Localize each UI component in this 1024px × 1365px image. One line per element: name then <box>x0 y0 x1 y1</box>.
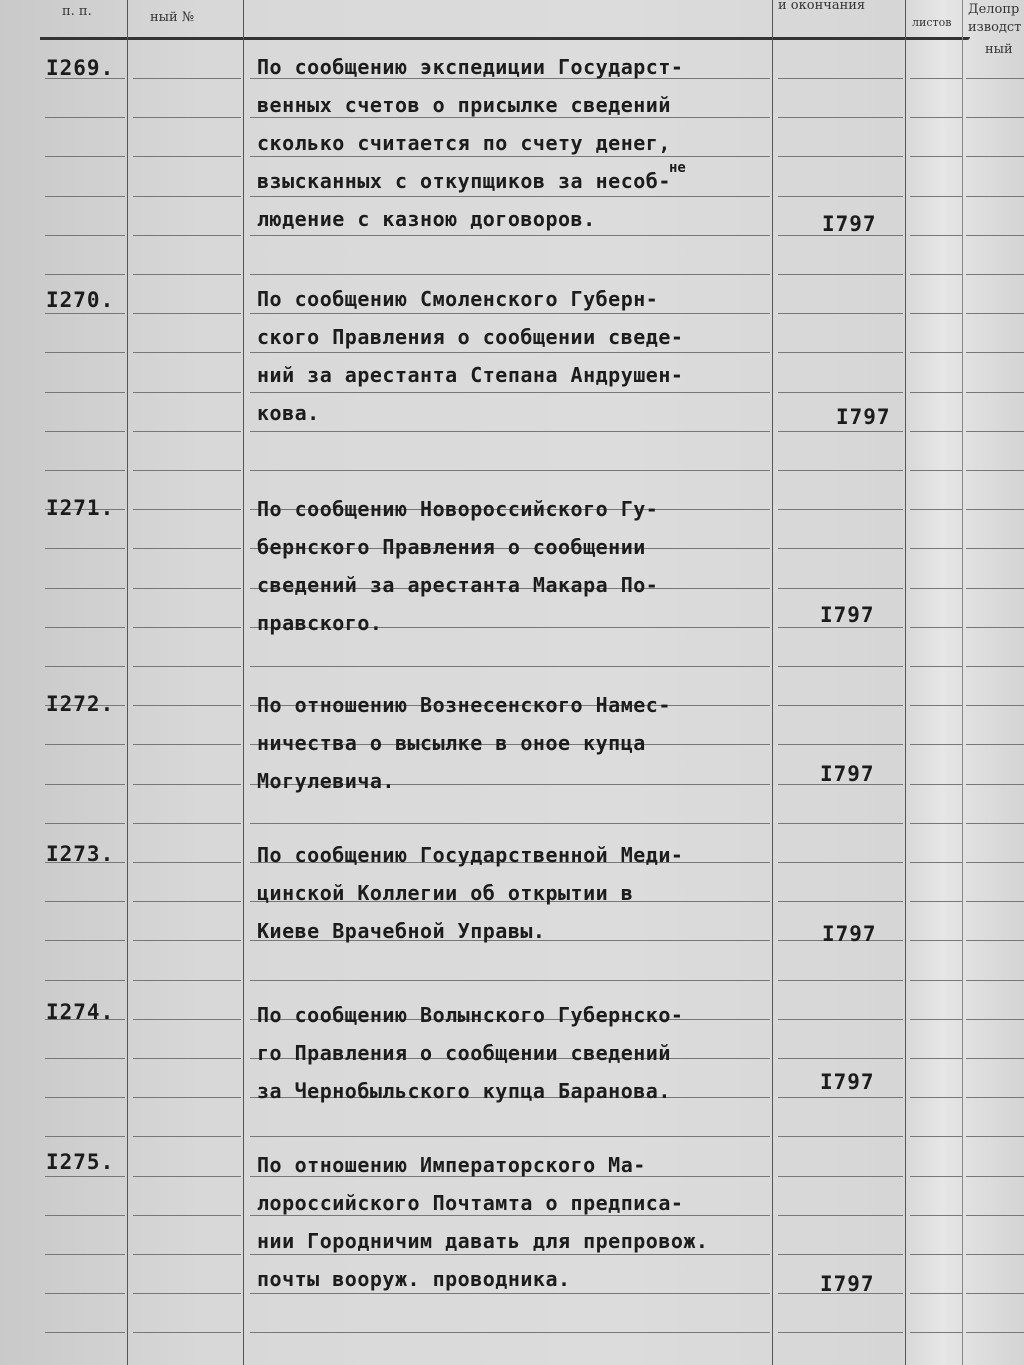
ledger-line <box>910 431 962 432</box>
entry-description: По отношению Императорского Ма- лороссийского Почтамта о предписа- нии Городничим давать для препровож. почты вооруж. проводника. <box>257 1153 709 1291</box>
ledger-line <box>778 980 903 981</box>
ledger-line <box>133 901 241 902</box>
ledger-line <box>910 1254 962 1255</box>
ledger-line <box>966 470 1024 471</box>
ledger-line <box>45 1293 125 1294</box>
ledger-line <box>966 980 1024 981</box>
ledger-line <box>910 1058 962 1059</box>
header-col-office-1: Делопр <box>968 2 1020 17</box>
ledger-line <box>45 274 125 275</box>
ledger-line <box>910 392 962 393</box>
ledger-line <box>966 744 1024 745</box>
ledger-line <box>910 548 962 549</box>
ledger-line <box>133 784 241 785</box>
entry-number: I275. <box>46 1150 115 1174</box>
ledger-line <box>966 901 1024 902</box>
ledger-line <box>966 1019 1024 1020</box>
ledger-line <box>966 196 1024 197</box>
ledger-line <box>133 823 241 824</box>
entry-year: I797 <box>822 212 877 236</box>
ledger-line <box>966 862 1024 863</box>
ledger-line <box>250 470 770 471</box>
ledger-line <box>910 744 962 745</box>
entry-number: I272. <box>46 692 115 716</box>
ledger-line <box>45 196 125 197</box>
ledger-line <box>45 235 125 236</box>
entry-description: По сообщению Смоленского Губерн- ского Правления о сообщении сведе- ний за арестанта Степана Андрушен- кова. <box>257 287 684 425</box>
ledger-line <box>966 1058 1024 1059</box>
ledger-line <box>133 313 241 314</box>
header-col-dates: и окончания <box>778 0 866 13</box>
ledger-line <box>45 940 125 941</box>
ledger-line <box>910 274 962 275</box>
column-divider <box>905 0 906 1365</box>
ledger-line <box>45 588 125 589</box>
ledger-line <box>45 117 125 118</box>
ledger-line <box>45 352 125 353</box>
ledger-line <box>966 117 1024 118</box>
ledger-line <box>966 1293 1024 1294</box>
ledger-line <box>778 78 903 79</box>
ledger-line <box>966 1254 1024 1255</box>
ledger-line <box>45 980 125 981</box>
column-divider <box>243 0 244 1365</box>
ledger-line <box>133 117 241 118</box>
ledger-line <box>966 392 1024 393</box>
header-col-number: п. п. <box>62 4 92 19</box>
ledger-line <box>133 509 241 510</box>
ledger-line <box>45 1332 125 1333</box>
ledger-line <box>133 666 241 667</box>
ledger-line <box>778 1215 903 1216</box>
ledger-line <box>45 470 125 471</box>
ledger-line <box>966 666 1024 667</box>
ledger-line <box>778 1254 903 1255</box>
entry-number: I270. <box>46 288 115 312</box>
column-divider <box>962 0 963 1365</box>
ledger-line <box>778 588 903 589</box>
entry-description: По сообщению Новороссийского Гу- бернского Правления о сообщении сведений за арестанта Макара По- правского. <box>257 497 659 635</box>
ledger-line <box>250 1136 770 1137</box>
ledger-line <box>966 352 1024 353</box>
ledger-line <box>250 1332 770 1333</box>
ledger-line <box>133 470 241 471</box>
ledger-line <box>133 1332 241 1333</box>
entry-description: По сообщению Волынского Губернско- го Правления о сообщении сведений за Чернобыльского купца Баранова. <box>257 1003 684 1103</box>
ledger-line <box>250 823 770 824</box>
ledger-line <box>966 274 1024 275</box>
ledger-line <box>910 1215 962 1216</box>
ledger-line <box>133 431 241 432</box>
entry-description: По отношению Вознесенского Намес- ничества о высылке в оное купца Могулевича. <box>257 693 671 793</box>
ledger-line <box>133 196 241 197</box>
ledger-line <box>910 1097 962 1098</box>
ledger-line <box>133 235 241 236</box>
ledger-line <box>966 1136 1024 1137</box>
ledger-line <box>910 78 962 79</box>
ledger-line <box>778 862 903 863</box>
ledger-line <box>778 431 903 432</box>
ledger-line <box>966 588 1024 589</box>
ledger-line <box>133 274 241 275</box>
ledger-line <box>910 235 962 236</box>
entry-number: I271. <box>46 496 115 520</box>
ledger-line <box>133 352 241 353</box>
ledger-line <box>778 274 903 275</box>
ledger-line <box>45 823 125 824</box>
ledger-line <box>133 705 241 706</box>
ledger-line <box>966 548 1024 549</box>
ledger-line <box>133 156 241 157</box>
ledger-line <box>778 1097 903 1098</box>
entry-description: По сообщению Государственной Меди- цинской Коллегии об открытии в Киеве Врачебной Управы. <box>257 843 684 943</box>
ledger-line <box>778 196 903 197</box>
ledger-line <box>910 588 962 589</box>
ledger-line <box>45 1215 125 1216</box>
ledger-line <box>966 823 1024 824</box>
ledger-line <box>910 196 962 197</box>
entry-year: I797 <box>820 1272 875 1296</box>
entry-number: I274. <box>46 1000 115 1024</box>
ledger-line <box>133 1097 241 1098</box>
ledger-line <box>966 313 1024 314</box>
ledger-line <box>778 352 903 353</box>
ledger-line <box>910 1019 962 1020</box>
ledger-line <box>910 940 962 941</box>
ledger-line <box>133 1254 241 1255</box>
entry-number: I273. <box>46 842 115 866</box>
ledger-line <box>910 784 962 785</box>
ledger-line <box>910 823 962 824</box>
ledger-line <box>45 1254 125 1255</box>
ledger-line <box>778 470 903 471</box>
ledger-line <box>910 117 962 118</box>
ledger-line <box>910 1176 962 1177</box>
ledger-line <box>778 705 903 706</box>
ledger-line <box>133 862 241 863</box>
ledger-line <box>910 627 962 628</box>
ledger-line <box>910 666 962 667</box>
ledger-line <box>45 548 125 549</box>
header-col-archive: ный № <box>150 10 195 25</box>
ledger-line <box>133 1019 241 1020</box>
entry-year: I797 <box>822 922 877 946</box>
ledger-line <box>910 980 962 981</box>
entry-description: По сообщению экспедиции Государст- венных счетов о присылке сведений сколько считается по счету денег, взысканных с откупщиков за несоб- людение с казною договоров. <box>257 55 684 231</box>
header-col-office-2: изводст <box>968 20 1022 35</box>
ledger-line <box>133 1215 241 1216</box>
header-divider <box>40 37 970 40</box>
ledger-line <box>910 1136 962 1137</box>
ledger-line <box>966 156 1024 157</box>
ledger-line <box>133 980 241 981</box>
ledger-line <box>966 627 1024 628</box>
ledger-line <box>45 1058 125 1059</box>
ledger-line <box>45 627 125 628</box>
entry-number: I269. <box>46 56 115 80</box>
ledger-line <box>133 1136 241 1137</box>
ledger-line <box>45 901 125 902</box>
ledger-line <box>910 1293 962 1294</box>
ledger-line <box>250 980 770 981</box>
ledger-line <box>966 1176 1024 1177</box>
ledger-line <box>778 548 903 549</box>
ledger-line <box>966 78 1024 79</box>
ledger-line <box>910 901 962 902</box>
entry-year: I797 <box>820 762 875 786</box>
ledger-line <box>778 823 903 824</box>
ledger-line <box>910 1332 962 1333</box>
ledger-line <box>910 470 962 471</box>
ledger-line <box>966 235 1024 236</box>
ledger-line <box>778 1019 903 1020</box>
ledger-line <box>45 744 125 745</box>
ledger-line <box>45 313 125 314</box>
ledger-line <box>778 744 903 745</box>
ledger-line <box>910 352 962 353</box>
ledger-line <box>966 784 1024 785</box>
ledger-line <box>133 744 241 745</box>
ledger-line <box>778 1176 903 1177</box>
ledger-line <box>133 78 241 79</box>
ledger-line <box>778 666 903 667</box>
ledger-line <box>133 392 241 393</box>
ledger-line <box>250 274 770 275</box>
ledger-line <box>45 784 125 785</box>
ledger-line <box>778 1136 903 1137</box>
ledger-line <box>45 156 125 157</box>
ledger-line <box>45 1136 125 1137</box>
ledger-line <box>910 313 962 314</box>
ledger-line <box>966 705 1024 706</box>
ledger-line <box>250 666 770 667</box>
ledger-line <box>45 666 125 667</box>
ledger-line <box>778 901 903 902</box>
ledger-line <box>966 431 1024 432</box>
ledger-line <box>910 862 962 863</box>
ledger-line <box>133 1293 241 1294</box>
ledger-line <box>778 313 903 314</box>
column-divider <box>127 0 128 1365</box>
ledger-line <box>966 1332 1024 1333</box>
entry-year: I797 <box>820 1070 875 1094</box>
ledger-line <box>133 627 241 628</box>
ledger-line <box>45 1176 125 1177</box>
ledger-line <box>133 548 241 549</box>
ledger-line <box>966 1215 1024 1216</box>
handwritten-correction: не <box>669 160 686 176</box>
ledger-line <box>910 705 962 706</box>
ledger-line <box>966 940 1024 941</box>
ledger-line <box>778 509 903 510</box>
ledger-line <box>778 1332 903 1333</box>
ledger-line <box>966 1097 1024 1098</box>
entry-year: I797 <box>836 405 891 429</box>
ledger-line <box>910 509 962 510</box>
header-col-sheets: листов <box>912 16 952 29</box>
entry-year: I797 <box>820 603 875 627</box>
ledger-line <box>778 627 903 628</box>
ledger-line <box>133 940 241 941</box>
ledger-line <box>778 117 903 118</box>
ledger-line <box>778 156 903 157</box>
ledger-line <box>133 1058 241 1059</box>
ledger-line <box>45 392 125 393</box>
ledger-line <box>910 156 962 157</box>
ledger-line <box>45 1097 125 1098</box>
header-col-office-3: ный <box>985 42 1013 57</box>
ledger-line <box>45 431 125 432</box>
ledger-line <box>133 1176 241 1177</box>
ledger-line <box>966 509 1024 510</box>
ledger-line <box>778 392 903 393</box>
ledger-line <box>778 1058 903 1059</box>
ledger-line <box>133 588 241 589</box>
